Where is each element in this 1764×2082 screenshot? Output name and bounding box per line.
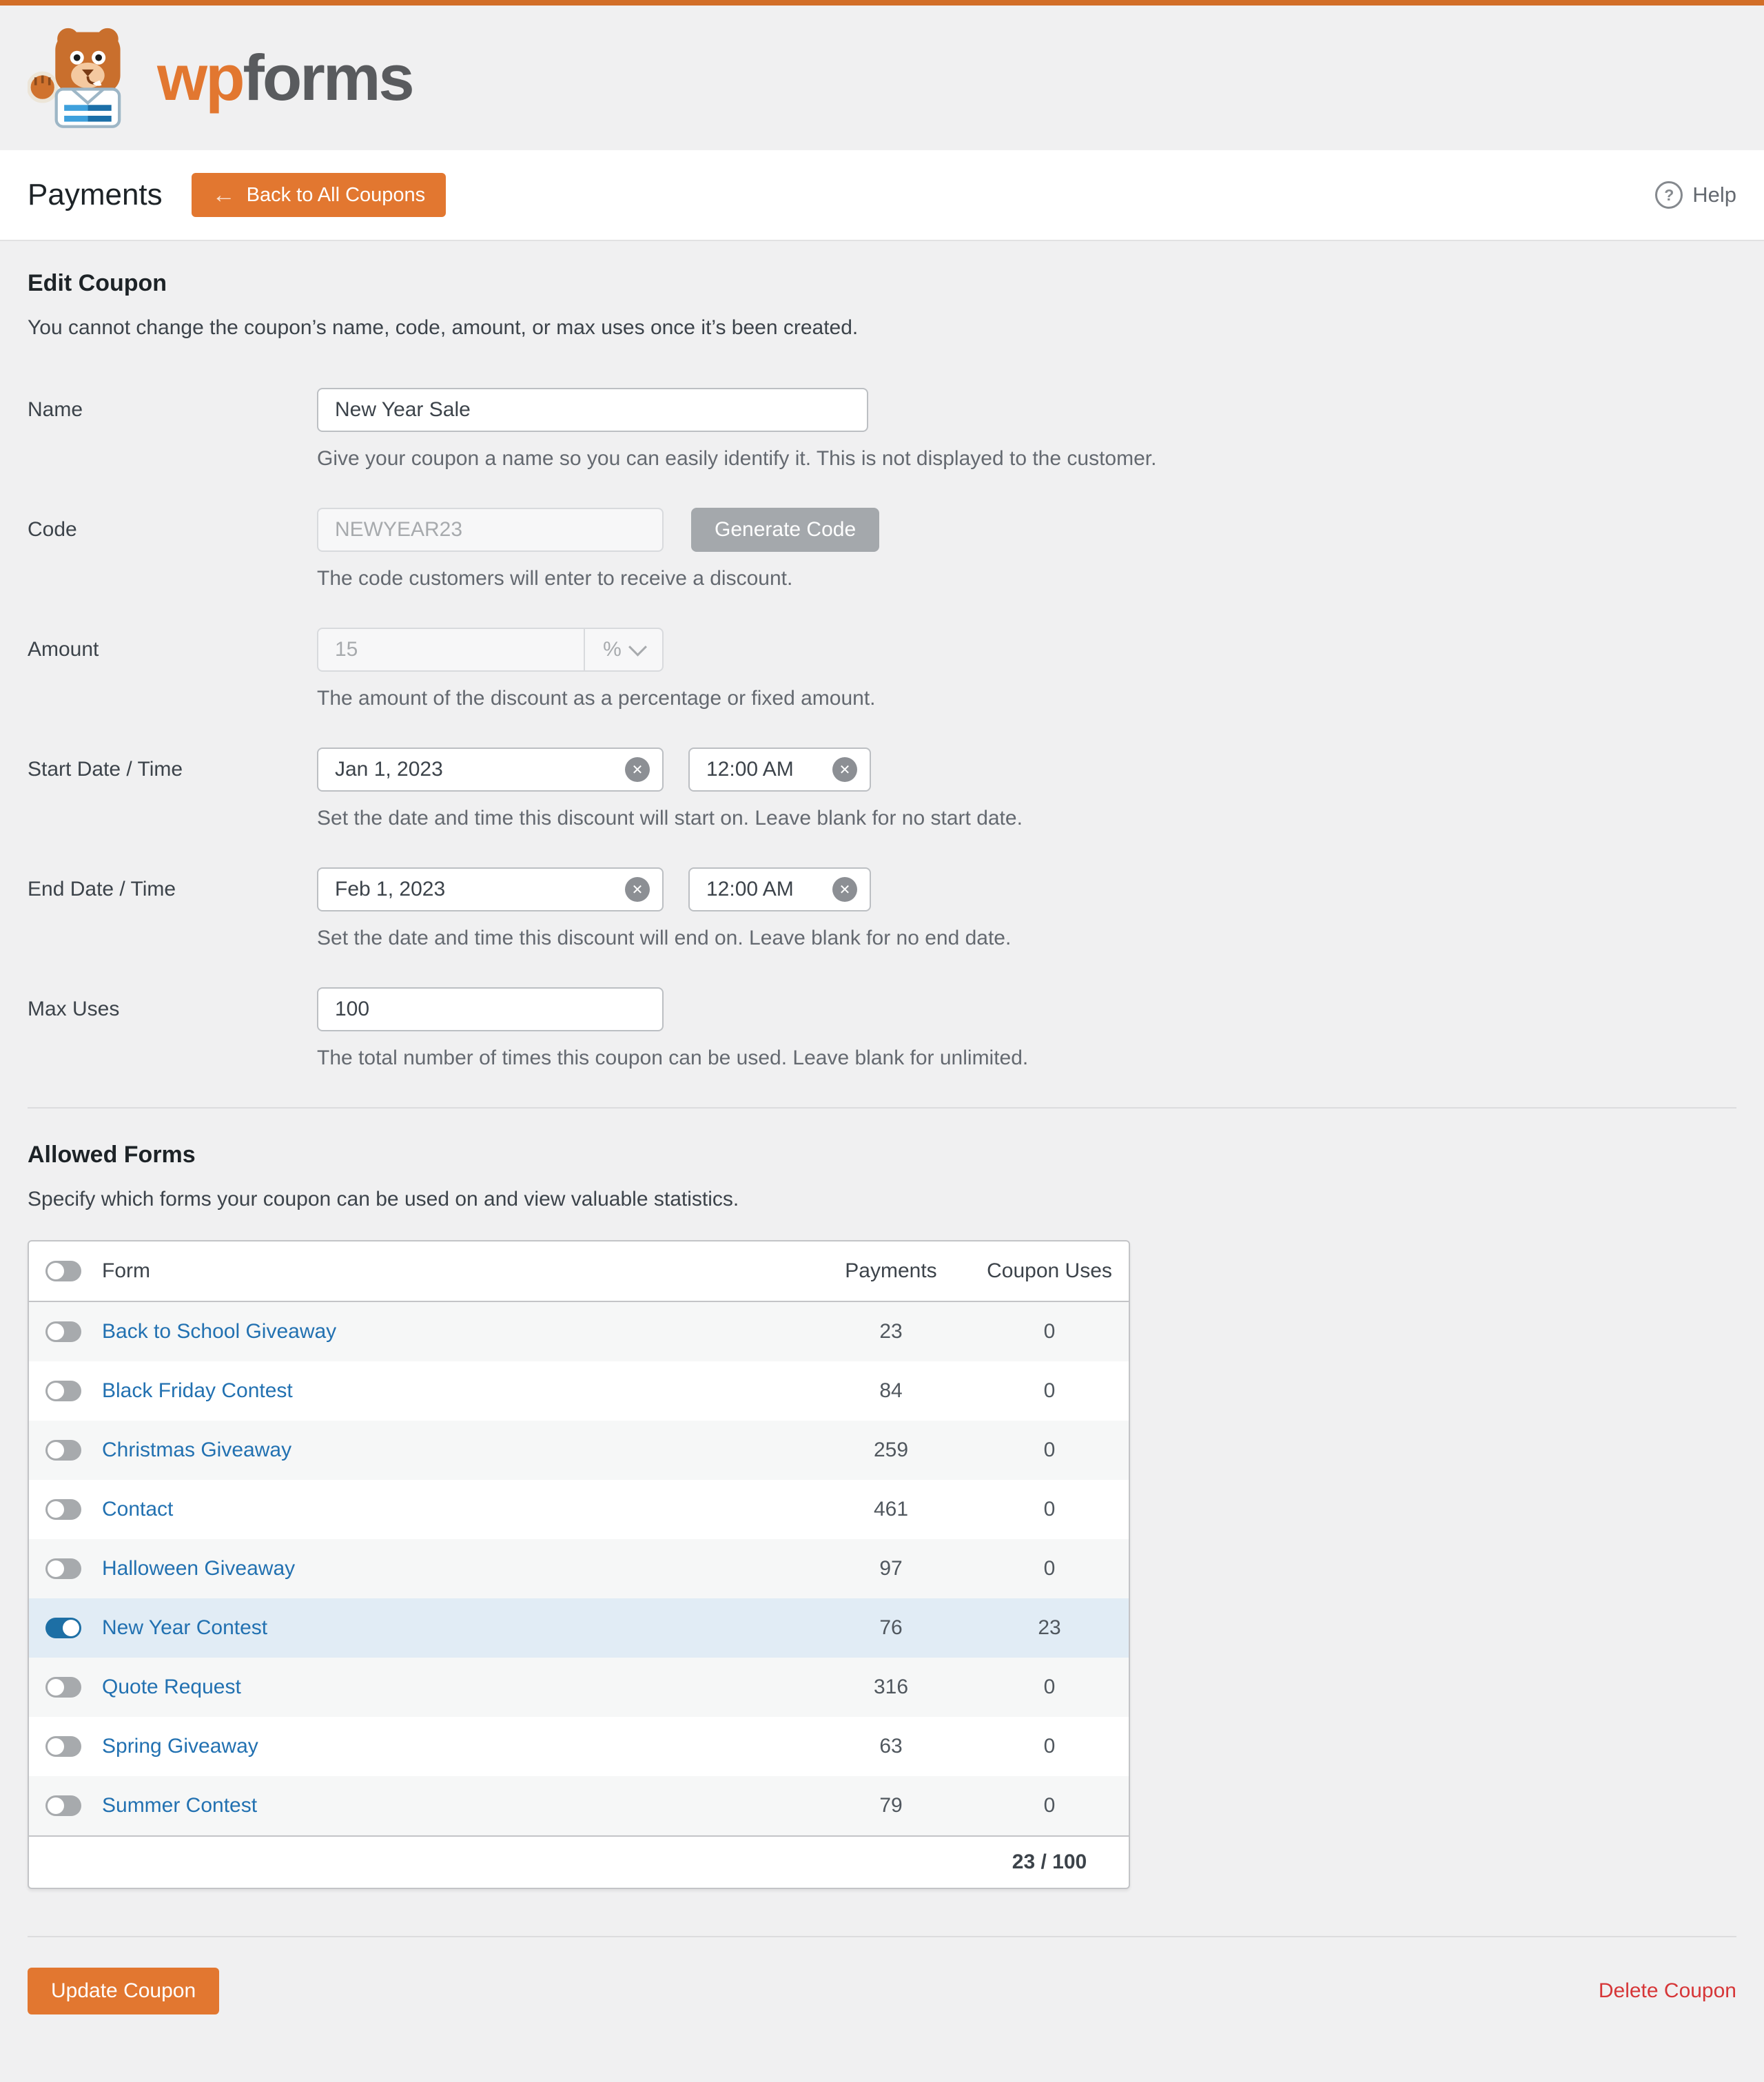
page-title: Payments (28, 178, 163, 212)
coupon-uses-count: 0 (1043, 1498, 1056, 1521)
column-header-payments: Payments (845, 1259, 937, 1282)
amount-field-row (28, 628, 1736, 710)
amount-label: Amount (28, 638, 99, 661)
table-row (29, 1361, 1129, 1421)
payments-count: 76 (879, 1616, 903, 1639)
clear-start-date-icon[interactable]: ✕ (625, 757, 650, 782)
clear-end-date-icon[interactable]: ✕ (625, 877, 650, 902)
edit-coupon-intro: You cannot change the coupon’s name, code, amount, or max uses once it’s been created. (28, 316, 859, 339)
toggle-knob (48, 1442, 64, 1459)
page-title-bar (0, 150, 1764, 240)
form-link[interactable]: Back to School Giveaway (102, 1320, 337, 1343)
wpforms-bear-mascot-icon (28, 26, 146, 130)
payments-count: 63 (879, 1735, 903, 1758)
form-toggle[interactable] (45, 1618, 81, 1638)
end-datetime-field-row (28, 867, 1736, 950)
column-header-coupon-uses: Coupon Uses (987, 1259, 1112, 1282)
form-toggle[interactable] (45, 1736, 81, 1757)
allowed-forms-section (28, 1142, 1736, 1889)
allowed-forms-table-footer (29, 1835, 1129, 1888)
coupon-code-input (317, 508, 664, 552)
form-toggle[interactable] (45, 1795, 81, 1816)
table-row (29, 1480, 1129, 1539)
toggle-knob (48, 1501, 64, 1518)
brand-top-bar (0, 0, 1764, 6)
end-datetime-label: End Date / Time (28, 878, 176, 900)
delete-coupon-link[interactable]: Delete Coupon (1598, 1979, 1736, 2002)
max-uses-help-text: The total number of times this coupon can be used. Leave blank for unlimited. (317, 1047, 1029, 1069)
table-row (29, 1776, 1129, 1835)
toggle-knob (48, 1797, 64, 1814)
code-help-text: The code customers will enter to receive a discount. (317, 567, 793, 590)
edit-coupon-section (28, 270, 1736, 1070)
table-row (29, 1302, 1129, 1361)
help-link[interactable] (1655, 181, 1736, 209)
coupon-uses-count: 0 (1043, 1676, 1056, 1698)
allowed-forms-intro: Specify which forms your coupon can be used on and view valuable statistics. (28, 1188, 739, 1210)
max-uses-label: Max Uses (28, 998, 120, 1020)
toggle-knob (63, 1620, 79, 1636)
toggle-knob (48, 1679, 64, 1696)
wordmark-wp: wp (157, 41, 243, 114)
form-toggle[interactable] (45, 1677, 81, 1698)
allowed-forms-rows (29, 1302, 1129, 1835)
toggle-knob (48, 1738, 64, 1755)
start-date-input[interactable] (317, 748, 664, 792)
form-toggle[interactable] (45, 1440, 81, 1461)
table-row (29, 1421, 1129, 1480)
name-help-text: Give your coupon a name so you can easily identify it. This is not displayed to the customer. (317, 447, 1157, 470)
amount-unit-select (584, 629, 662, 670)
clear-end-time-icon[interactable]: ✕ (832, 877, 857, 902)
form-link[interactable]: Halloween Giveaway (102, 1557, 296, 1580)
payments-count: 79 (879, 1794, 903, 1817)
edit-coupon-heading: Edit Coupon (28, 270, 167, 296)
content (0, 240, 1764, 2043)
table-row (29, 1658, 1129, 1717)
amount-help-text: The amount of the discount as a percentage or fixed amount. (317, 687, 876, 710)
back-to-all-coupons-button[interactable] (192, 173, 447, 217)
payments-count: 97 (879, 1557, 903, 1580)
payments-count: 259 (873, 1439, 909, 1461)
column-header-form: Form (102, 1259, 150, 1282)
clear-start-time-icon[interactable]: ✕ (832, 757, 857, 782)
allowed-forms-table (28, 1240, 1130, 1889)
table-row (29, 1717, 1129, 1776)
form-link[interactable]: New Year Contest (102, 1616, 268, 1639)
help-label: Help (1692, 183, 1736, 207)
amount-input-group (317, 628, 664, 672)
form-link[interactable]: Christmas Giveaway (102, 1439, 292, 1461)
form-toggle[interactable] (45, 1321, 81, 1342)
payments-count: 316 (873, 1676, 909, 1698)
coupon-uses-count: 0 (1043, 1794, 1056, 1817)
form-toggle[interactable] (45, 1558, 81, 1579)
payments-count: 23 (879, 1320, 903, 1343)
table-row (29, 1539, 1129, 1598)
wpforms-wordmark (157, 41, 413, 114)
coupon-name-input[interactable] (317, 388, 868, 432)
code-field-row (28, 508, 1736, 590)
arrow-left-icon: ← (212, 182, 236, 208)
coupon-uses-count: 0 (1043, 1379, 1056, 1402)
end-date-input[interactable] (317, 867, 664, 911)
toggle-all-forms[interactable] (45, 1261, 81, 1281)
bottom-divider (28, 1936, 1736, 1937)
coupon-uses-count: 0 (1043, 1735, 1056, 1758)
generate-code-button: Generate Code (691, 508, 879, 552)
form-toggle[interactable] (45, 1499, 81, 1520)
toggle-knob (48, 1323, 64, 1340)
toggle-knob (48, 1383, 64, 1399)
form-link[interactable]: Quote Request (102, 1676, 241, 1698)
payments-count: 461 (873, 1498, 909, 1521)
form-link[interactable]: Summer Contest (102, 1794, 258, 1817)
coupon-uses-count: 23 (1038, 1616, 1061, 1639)
wordmark-forms: forms (243, 41, 413, 114)
chevron-down-icon (628, 637, 647, 656)
allowed-forms-heading: Allowed Forms (28, 1142, 196, 1168)
coupon-uses-count: 0 (1043, 1320, 1056, 1343)
update-coupon-button[interactable]: Update Coupon (28, 1968, 219, 2014)
max-uses-field-row (28, 987, 1736, 1070)
start-datetime-help-text: Set the date and time this discount will start on. Leave blank for no start date. (317, 807, 1023, 829)
start-datetime-label: Start Date / Time (28, 758, 183, 781)
max-uses-input[interactable] (317, 987, 664, 1031)
form-link[interactable]: Contact (102, 1498, 174, 1521)
toggle-knob (48, 1560, 64, 1577)
allowed-forms-table-header (29, 1241, 1129, 1302)
bottom-actions (28, 1968, 1736, 2014)
amount-unit-value: % (603, 638, 622, 661)
payments-count: 84 (879, 1379, 903, 1402)
coupon-uses-count: 0 (1043, 1557, 1056, 1580)
form-toggle[interactable] (45, 1381, 81, 1401)
code-label: Code (28, 518, 77, 541)
start-datetime-field-row (28, 748, 1736, 830)
table-row (29, 1598, 1129, 1658)
form-link[interactable]: Black Friday Contest (102, 1379, 293, 1402)
coupon-uses-total: 23 / 100 (1012, 1851, 1087, 1873)
end-datetime-help-text: Set the date and time this discount will end on. Leave blank for no end date. (317, 927, 1012, 949)
logo-band (0, 6, 1764, 150)
name-label: Name (28, 398, 83, 421)
coupon-uses-count: 0 (1043, 1439, 1056, 1461)
coupon-amount-input (318, 629, 584, 670)
form-link[interactable]: Spring Giveaway (102, 1735, 258, 1758)
name-field-row (28, 388, 1736, 471)
section-divider (28, 1107, 1736, 1109)
question-circle-icon: ? (1655, 181, 1683, 209)
back-button-label: Back to All Coupons (246, 183, 426, 206)
